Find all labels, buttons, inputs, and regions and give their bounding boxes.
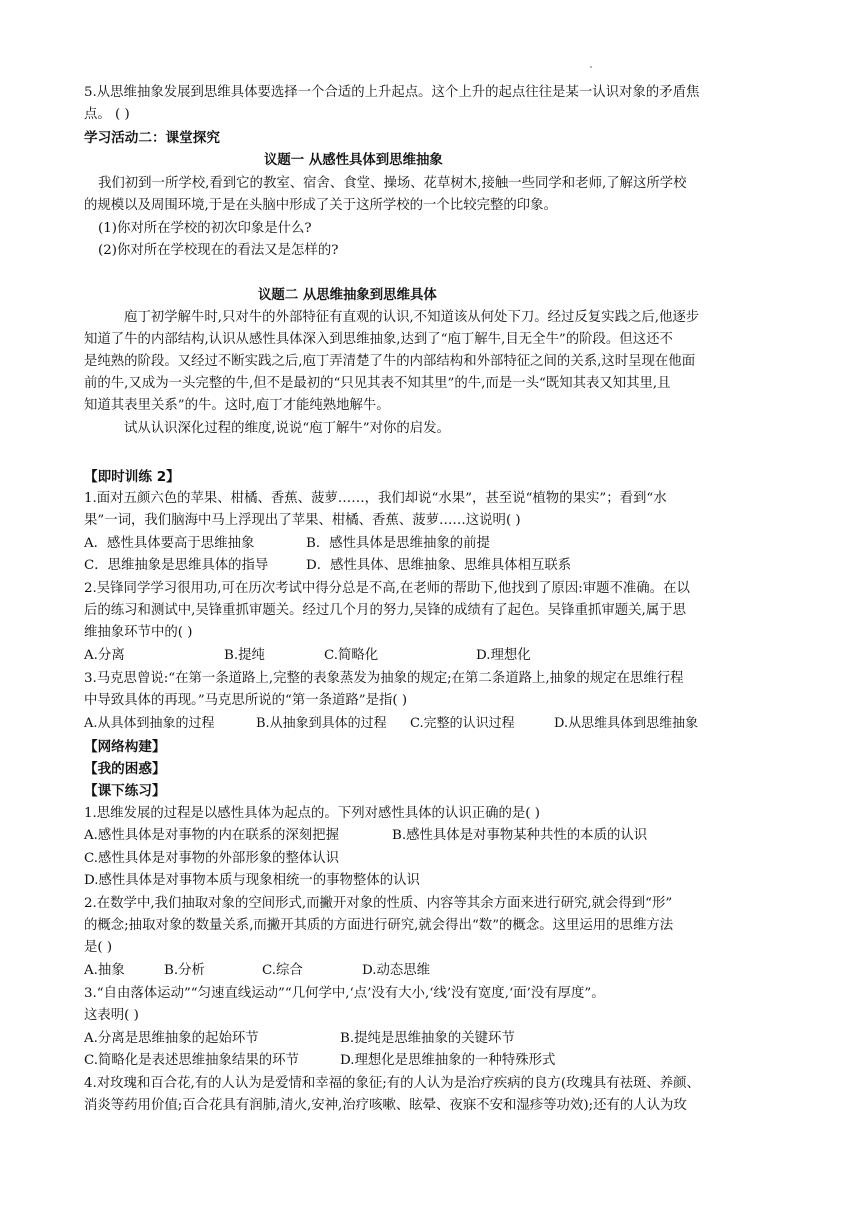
practice-q2-option-c: C.综合 (262, 963, 303, 978)
practice-heading: 【课下练习】 (84, 783, 166, 799)
training2-q1-option-a: A．感性具体要高于思维抽象 (84, 536, 255, 551)
practice-q3-option-c: C.简略化是表述思维抽象结果的环节 (84, 1053, 299, 1068)
practice-q3-option-d: D.理想化是思维抽象的一种特殊形式 (340, 1053, 556, 1068)
practice-q1-stem: 1.思维发展的过程是以感性具体为起点的。下列对感性具体的认识正确的是( ) (84, 806, 540, 821)
training2-q2-line1: 2.吴锋同学学习很用功,可在历次考试中得分总是不高,在老师的帮助下,他找到了原因:审题不准确。在以 (84, 581, 690, 596)
topic2-line1: 庖丁初学解牛时,只对牛的外部特征有直观的认识,不知道该从何处下刀。经过反复实践之后,他逐步 (124, 310, 700, 325)
scan-dot (590, 66, 592, 68)
practice-q1-options-ab (84, 825, 648, 847)
training2-q1-options-ab (84, 533, 490, 555)
practice-q3-options-cd (84, 1050, 556, 1072)
practice-q2-option-b: B.分析 (164, 963, 205, 978)
training2-q2-option-a: A.分离 (84, 648, 125, 663)
topic2-task: 试从认识深化过程的维度,说说“庖丁解牛”对你的启发。 (124, 421, 450, 436)
training2-q3-option-b: B.从抽象到具体的过程 (256, 716, 387, 731)
practice-q1-option-a: A.感性具体是对事物的内在联系的深刻把握 (84, 828, 339, 843)
practice-q2-line2: 的概念;抽取对象的数量关系,而撇开其质的方面进行研究,就会得出“数”的概念。这里运用的思维方法 (84, 918, 674, 933)
training2-q1-option-d: D．感性具体、思维抽象、思维具体相互联系 (306, 558, 572, 573)
practice-q2-line3: 是( ) (84, 940, 113, 955)
practice-q4-line2: 消炎等药用价值;百合花具有润肺,清火,安神,治疗咳嗽、眩晕、夜寐不安和湿疹等功效);还有的人认为玫 (84, 1098, 687, 1113)
training2-q3-option-c: C.完整的认识过程 (410, 716, 515, 731)
training2-q3-options (84, 713, 699, 735)
practice-q2-option-d: D.动态思维 (362, 963, 431, 978)
topic2-title: 议题二 从思维抽象到思维具体 (258, 288, 437, 303)
topic2-line5: 知道其表里关系”的牛。这时,庖丁才能纯熟地解牛。 (84, 398, 390, 413)
practice-q3-line1: 3.“自由落体运动”“匀速直线运动”“几何学中,‘点’没有大小,‘线’没有宽度,‘面’没有厚度”。 (84, 986, 605, 1001)
topic2-line3: 是纯熟的阶段。又经过不断实践之后,庖丁弄清楚了牛的内部结构和外部特征之间的关系,这时呈现在他面 (84, 354, 696, 369)
training2-q1-option-c: C．思维抽象是思维具体的指导 (84, 558, 269, 573)
practice-q3-option-b: B.提纯是思维抽象的关键环节 (340, 1031, 515, 1046)
training2-q1-line1: 1.面对五颜六色的苹果、柑橘、香蕉、菠萝……，我们却说“水果”，甚至说“植物的果实”；看到“水 (84, 491, 667, 506)
training2-q2-line3: 维抽象环节中的( ) (84, 625, 193, 640)
practice-q2-option-a: A.抽象 (84, 963, 125, 978)
practice-q1-option-c: C.感性具体是对事物的外部形象的整体认识 (84, 851, 340, 866)
training2-heading: 【即时训练 2】 (84, 469, 180, 485)
practice-q3-option-a: A.分离是思维抽象的起始环节 (84, 1031, 259, 1046)
training2-q3-line2: 中导致具体的再现。”马克思所说的“第一条道路”是指( ) (84, 693, 408, 708)
practice-q3-line2: 这表明( ) (84, 1008, 139, 1023)
training2-q2-option-b: B.提纯 (224, 648, 265, 663)
confusion-heading: 【我的困惑】 (84, 761, 166, 777)
training2-q2-option-c: C.简略化 (324, 648, 379, 663)
training2-q3-line1: 3.马克思曾说:“在第一条道路上,完整的表象蒸发为抽象的规定;在第二条道路上,抽象的规定在思维行程 (84, 671, 684, 686)
topic1-title: 议题一 从感性具体到思维抽象 (264, 153, 443, 168)
q5-line1: 5.从思维抽象发展到思维具体要选择一个合适的上升起点。这个上升的起点往往是某一认识对象的矛盾焦 (84, 85, 700, 100)
activity2-heading: 学习活动二：课堂探究 (84, 130, 220, 146)
network-heading: 【网络构建】 (84, 739, 166, 755)
practice-q1-option-d: D.感性具体是对事物本质与现象相统一的事物整体的认识 (84, 873, 420, 888)
training2-q1-option-b: B．感性具体是思维抽象的前提 (306, 536, 490, 551)
training2-q3-option-a: A.从具体到抽象的过程 (84, 716, 215, 731)
topic1-question1: (1)你对所在学校的初次印象是什么? (98, 221, 312, 236)
topic1-question2: (2)你对所在学校现在的看法又是怎样的? (98, 243, 339, 258)
training2-q2-line2: 后的练习和测试中,吴锋重抓审题关。经过几个月的努力,吴锋的成绩有了起色。吴锋重抓审题关,属于思 (84, 603, 686, 618)
q5-line2: 点。 ( ) (84, 107, 130, 122)
topic1-para-line2: 的规模以及周围环境,于是在头脑中形成了关于这所学校的一个比较完整的印象。 (84, 198, 557, 213)
practice-q2-line1: 2.在数学中,我们抽取对象的空间形式,而撇开对象的性质、内容等其余方面来进行研究,就会得到“形” (84, 896, 673, 911)
practice-q1-option-b: B.感性具体是对事物某种共性的本质的认识 (392, 828, 648, 843)
training2-q1-options-cd (84, 555, 572, 577)
practice-q2-options (84, 960, 431, 982)
training2-q3-option-d: D.从思维具体到思维抽象 (554, 716, 699, 731)
training2-q1-line2: 果”一词，我们脑海中马上浮现出了苹果、柑橘、香蕉、菠萝……这说明( ) (84, 513, 521, 528)
training2-q2-options (84, 645, 531, 667)
practice-q4-line1: 4.对玫瑰和百合花,有的人认为是爱情和幸福的象征;有的人认为是治疗疾病的良方(玫瑰具有祛斑、养颜、 (84, 1076, 700, 1091)
topic2-line4: 前的牛,又成为一头完整的牛,但不是最初的“只见其表不知其里”的牛,而是一头“既知其表又知其里,且 (84, 376, 671, 391)
practice-q3-options-ab (84, 1028, 515, 1050)
topic2-line2: 知道了牛的内部结构,认识从感性具体深入到思维抽象,达到了“庖丁解牛,目无全牛”的阶段。但这还不 (84, 332, 673, 347)
topic1-para-line1: 我们初到一所学校,看到它的教室、宿舍、食堂、操场、花草树木,接触一些同学和老师,了解这所学校 (98, 176, 687, 191)
training2-q2-option-d: D.理想化 (476, 648, 531, 663)
